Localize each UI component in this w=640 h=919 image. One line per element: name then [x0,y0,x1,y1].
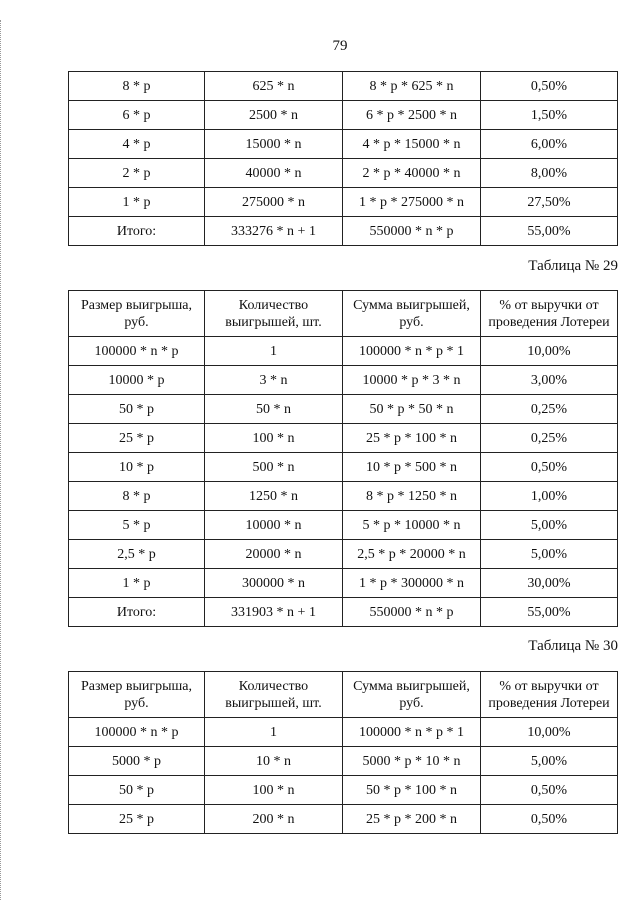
cell-prize-count: 100 * n [205,424,343,453]
cell-prize-sum: 8 * р * 625 * n [343,72,481,101]
cell-prize-count: 625 * n [205,72,343,101]
cell-prize-count: 1 [205,718,343,747]
cell-prize-count: 275000 * n [205,188,343,217]
cell-prize-sum: 4 * р * 15000 * n [343,130,481,159]
cell-prize-sum: 50 * р * 50 * n [343,395,481,424]
cell-prize-size: 6 * р [69,101,205,130]
cell-prize-count: 10 * n [205,747,343,776]
table-row [69,569,618,598]
cell-prize-sum: 100000 * n * р * 1 [343,718,481,747]
header-revenue-percent: % от выручки от проведения Лотереи [481,291,618,337]
cell-prize-size: 8 * р [69,72,205,101]
table-row [69,101,618,130]
cell-prize-size: 100000 * n * р [69,718,205,747]
cell-revenue-percent: 10,00% [481,718,618,747]
cell-prize-count: 2500 * n [205,101,343,130]
cell-prize-count: 100 * n [205,776,343,805]
header-prize-sum: Сумма выигрышей, руб. [343,672,481,718]
cell-revenue-percent: 8,00% [481,159,618,188]
cell-prize-count: 500 * n [205,453,343,482]
table-row [69,159,618,188]
cell-prize-size: 8 * р [69,482,205,511]
cell-prize-count: 1 [205,337,343,366]
cell-prize-count: 40000 * n [205,159,343,188]
cell-prize-sum: 2 * р * 40000 * n [343,159,481,188]
header-prize-size: Размер выигрыша, руб. [69,291,205,337]
cell-prize-count: 1250 * n [205,482,343,511]
cell-revenue-percent: 27,50% [481,188,618,217]
page-number: 79 [332,38,348,54]
cell-revenue-percent: 0,50% [481,453,618,482]
cell-prize-sum: 1 * р * 275000 * n [343,188,481,217]
cell-revenue-percent: 5,00% [481,511,618,540]
cell-prize-sum: 550000 * n * р [343,217,481,246]
table-row [69,130,618,159]
cell-revenue-percent: 55,00% [481,217,618,246]
cell-revenue-percent: 0,25% [481,424,618,453]
cell-prize-count: 331903 * n + 1 [205,598,343,627]
cell-prize-size: Итого: [69,598,205,627]
table-row [69,395,618,424]
cell-prize-size: 2,5 * р [69,540,205,569]
cell-prize-sum: 25 * р * 100 * n [343,424,481,453]
table-row [69,217,618,246]
table-row [69,747,618,776]
cell-prize-count: 20000 * n [205,540,343,569]
cell-prize-size: 50 * р [69,776,205,805]
cell-prize-size: 25 * р [69,805,205,834]
header-prize-sum: Сумма выигрышей, руб. [343,291,481,337]
header-prize-size: Размер выигрыша, руб. [69,672,205,718]
table-29 [68,290,618,627]
cell-prize-sum: 50 * р * 100 * n [343,776,481,805]
cell-prize-size: 10 * р [69,453,205,482]
table-29-caption: Таблица № 29 [528,258,618,274]
cell-prize-sum: 5000 * р * 10 * n [343,747,481,776]
cell-prize-count: 300000 * n [205,569,343,598]
scan-edge-line [0,20,3,900]
cell-revenue-percent: 30,00% [481,569,618,598]
table-row [69,424,618,453]
table-row [69,776,618,805]
cell-prize-sum: 550000 * n * р [343,598,481,627]
cell-revenue-percent: 1,00% [481,482,618,511]
cell-prize-sum: 10 * р * 500 * n [343,453,481,482]
cell-prize-size: 2 * р [69,159,205,188]
cell-revenue-percent: 55,00% [481,598,618,627]
cell-prize-sum: 1 * р * 300000 * n [343,569,481,598]
table-row [69,482,618,511]
cell-prize-size: 4 * р [69,130,205,159]
cell-prize-sum: 100000 * n * р * 1 [343,337,481,366]
cell-prize-size: 25 * р [69,424,205,453]
cell-revenue-percent: 0,50% [481,805,618,834]
cell-prize-count: 15000 * n [205,130,343,159]
cell-prize-count: 10000 * n [205,511,343,540]
table-row [69,453,618,482]
cell-prize-size: 1 * р [69,188,205,217]
cell-revenue-percent: 5,00% [481,747,618,776]
table-header-row [69,672,618,718]
table-row [69,511,618,540]
prize-table-continued [68,71,618,246]
cell-revenue-percent: 3,00% [481,366,618,395]
table-row [69,337,618,366]
cell-prize-size: 5000 * р [69,747,205,776]
table-row [69,540,618,569]
cell-prize-size: 1 * р [69,569,205,598]
cell-prize-count: 3 * n [205,366,343,395]
cell-prize-sum: 6 * р * 2500 * n [343,101,481,130]
header-prize-count: Количество выигрышей, шт. [205,291,343,337]
table-row [69,805,618,834]
cell-prize-count: 333276 * n + 1 [205,217,343,246]
cell-prize-sum: 25 * р * 200 * n [343,805,481,834]
table-row [69,718,618,747]
cell-prize-size: 5 * р [69,511,205,540]
cell-prize-sum: 5 * р * 10000 * n [343,511,481,540]
cell-prize-size: Итого: [69,217,205,246]
header-revenue-percent: % от выручки от проведения Лотереи [481,672,618,718]
cell-revenue-percent: 0,50% [481,72,618,101]
cell-prize-count: 50 * n [205,395,343,424]
cell-prize-sum: 2,5 * р * 20000 * n [343,540,481,569]
cell-prize-size: 10000 * р [69,366,205,395]
table-row [69,366,618,395]
cell-revenue-percent: 6,00% [481,130,618,159]
table-header-row [69,291,618,337]
cell-revenue-percent: 0,25% [481,395,618,424]
cell-revenue-percent: 10,00% [481,337,618,366]
cell-prize-sum: 8 * р * 1250 * n [343,482,481,511]
table-row [69,72,618,101]
cell-revenue-percent: 0,50% [481,776,618,805]
table-30-caption: Таблица № 30 [528,638,618,654]
cell-prize-count: 200 * n [205,805,343,834]
cell-prize-sum: 10000 * р * 3 * n [343,366,481,395]
cell-revenue-percent: 5,00% [481,540,618,569]
header-prize-count: Количество выигрышей, шт. [205,672,343,718]
cell-revenue-percent: 1,50% [481,101,618,130]
table-row [69,188,618,217]
table-row [69,598,618,627]
cell-prize-size: 100000 * n * р [69,337,205,366]
cell-prize-size: 50 * р [69,395,205,424]
table-30 [68,671,618,834]
